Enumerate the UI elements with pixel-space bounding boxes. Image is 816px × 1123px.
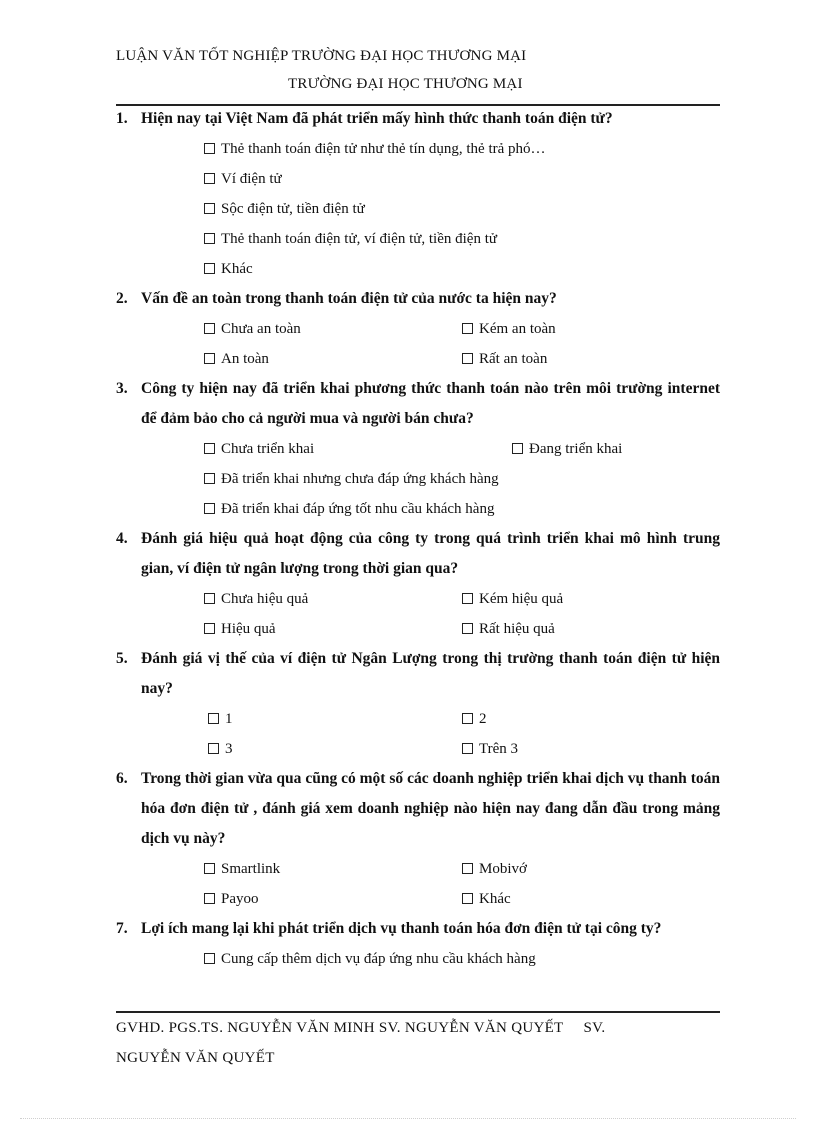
option-label: An toàn xyxy=(221,351,269,367)
option-checkbox[interactable] xyxy=(462,314,556,344)
question-text: Đánh giá hiệu quả hoạt động của công ty trong quá trình triển khai mô hình trung gian, ví điện tử ngân lượng trong thời gian qua? xyxy=(141,530,720,577)
option-label: Kém an toàn xyxy=(479,321,556,337)
option-checkbox[interactable] xyxy=(204,134,546,164)
header-line-1: LUẬN VĂN TỐT NGHIỆP TRƯỜNG ĐẠI HỌC THƯƠNG MẠI xyxy=(116,48,527,64)
option-label: Rất an toàn xyxy=(479,351,548,367)
page-edge-divider xyxy=(20,1118,796,1119)
checkbox-icon[interactable] xyxy=(204,593,215,604)
option-label: Khác xyxy=(221,261,253,277)
option-label: Chưa triển khai xyxy=(221,441,315,457)
option-label: Chưa an toàn xyxy=(221,321,301,337)
checkbox-icon[interactable] xyxy=(204,323,215,334)
checkbox-icon[interactable] xyxy=(204,353,215,364)
option-label: Đang triển khai xyxy=(529,441,623,457)
option-checkbox[interactable] xyxy=(462,704,487,734)
option-checkbox[interactable] xyxy=(204,314,301,344)
checkbox-icon[interactable] xyxy=(204,443,215,454)
checkbox-icon[interactable] xyxy=(204,143,215,154)
option-checkbox[interactable] xyxy=(204,464,499,494)
option-checkbox[interactable] xyxy=(204,344,269,374)
question-number: 3. xyxy=(116,380,128,397)
question-2 xyxy=(116,284,720,314)
question-text: Lợi ích mang lại khi phát triển dịch vụ thanh toán hóa đơn điện tử tại công ty? xyxy=(141,920,662,937)
checkbox-icon[interactable] xyxy=(204,863,215,874)
option-checkbox[interactable] xyxy=(204,614,276,644)
question-number: 4. xyxy=(116,530,128,547)
option-checkbox[interactable] xyxy=(204,854,280,884)
option-checkbox[interactable] xyxy=(204,224,497,254)
option-checkbox[interactable] xyxy=(204,254,253,284)
checkbox-icon[interactable] xyxy=(204,893,215,904)
questionnaire xyxy=(116,104,720,974)
option-label: Đã triển khai đáp ứng tốt nhu cầu khách hàng xyxy=(221,501,495,517)
question-number: 2. xyxy=(116,290,128,307)
option-checkbox[interactable] xyxy=(204,584,308,614)
checkbox-icon[interactable] xyxy=(204,473,215,484)
checkbox-icon[interactable] xyxy=(512,443,523,454)
question-number: 1. xyxy=(116,110,128,127)
checkbox-icon[interactable] xyxy=(462,353,473,364)
checkbox-icon[interactable] xyxy=(204,203,215,214)
option-checkbox[interactable] xyxy=(204,434,314,464)
option-checkbox[interactable] xyxy=(204,194,365,224)
checkbox-icon[interactable] xyxy=(204,233,215,244)
footer xyxy=(116,1013,720,1073)
option-checkbox[interactable] xyxy=(462,344,547,374)
option-label: Smartlink xyxy=(221,861,281,877)
checkbox-icon[interactable] xyxy=(462,323,473,334)
question-7 xyxy=(116,914,720,944)
checkbox-icon[interactable] xyxy=(204,263,215,274)
checkbox-icon[interactable] xyxy=(462,863,473,874)
question-number: 7. xyxy=(116,920,128,937)
option-checkbox[interactable] xyxy=(462,734,518,764)
option-label: Đã triển khai nhưng chưa đáp ứng khách hàng xyxy=(221,471,499,487)
question-6 xyxy=(116,764,720,854)
question-text: Trong thời gian vừa qua cũng có một số các doanh nghiệp triển khai dịch vụ thanh toán hóa đơn điện tử , đánh giá xem doanh nghiệp nào hiện nay đang dẫn đầu trong mảng dịch vụ này? xyxy=(141,770,720,847)
question-number: 5. xyxy=(116,650,128,667)
footer-line-1: GVHD. PGS.TS. NGUYỄN VĂN MINH SV. NGUYỄN VĂN QUYẾT SV. xyxy=(116,1020,606,1036)
question-number: 6. xyxy=(116,770,128,787)
option-checkbox[interactable] xyxy=(204,164,282,194)
question-text: Vấn đề an toàn trong thanh toán điện tử của nước ta hiện nay? xyxy=(141,290,557,307)
checkbox-icon[interactable] xyxy=(204,953,215,964)
option-label: 2 xyxy=(479,711,487,727)
option-checkbox[interactable] xyxy=(462,584,563,614)
question-text: Công ty hiện nay đã triển khai phương thức thanh toán nào trên môi trường internet để đảm bảo cho cả người mua và người bán chưa? xyxy=(141,380,720,427)
header-line-2: TRƯỜNG ĐẠI HỌC THƯƠNG MẠI xyxy=(288,76,523,92)
question-4 xyxy=(116,524,720,584)
checkbox-icon[interactable] xyxy=(204,503,215,514)
checkbox-icon[interactable] xyxy=(462,713,473,724)
option-label: Rất hiệu quả xyxy=(479,621,555,637)
checkbox-icon[interactable] xyxy=(462,893,473,904)
checkbox-icon[interactable] xyxy=(208,743,219,754)
option-checkbox[interactable] xyxy=(462,614,555,644)
footer-line-2: NGUYỄN VĂN QUYẾT xyxy=(116,1050,275,1066)
option-checkbox[interactable] xyxy=(208,704,233,734)
option-checkbox[interactable] xyxy=(204,944,536,974)
option-checkbox[interactable] xyxy=(462,884,511,914)
option-checkbox[interactable] xyxy=(512,434,622,464)
checkbox-icon[interactable] xyxy=(462,623,473,634)
question-1 xyxy=(116,104,720,134)
option-label: 3 xyxy=(225,741,233,757)
question-text: Đánh giá vị thế của ví điện tử Ngân Lượng trong thị trường thanh toán điện tử hiện nay? xyxy=(141,650,720,697)
option-label: Kém hiệu quả xyxy=(479,591,564,607)
checkbox-icon[interactable] xyxy=(208,713,219,724)
question-3 xyxy=(116,374,720,434)
checkbox-icon[interactable] xyxy=(462,593,473,604)
option-label: Payoo xyxy=(221,891,259,907)
checkbox-icon[interactable] xyxy=(462,743,473,754)
option-label: Ví điện tử xyxy=(221,171,282,187)
checkbox-icon[interactable] xyxy=(204,173,215,184)
option-label: Hiệu quả xyxy=(221,621,276,637)
option-checkbox[interactable] xyxy=(204,884,259,914)
option-label: Mobivớ xyxy=(479,861,527,877)
option-label: 1 xyxy=(225,711,233,727)
option-label: Thẻ thanh toán điện tử như thẻ tín dụng, thẻ trả phó… xyxy=(221,141,546,157)
option-label: Chưa hiệu quả xyxy=(221,591,309,607)
question-5 xyxy=(116,644,720,704)
option-label: Sộc điện tử, tiền điện tử xyxy=(221,201,365,217)
option-label: Trên 3 xyxy=(479,741,519,757)
option-checkbox[interactable] xyxy=(208,734,233,764)
option-checkbox[interactable] xyxy=(462,854,527,884)
checkbox-icon[interactable] xyxy=(204,623,215,634)
option-label: Thẻ thanh toán điện tử, ví điện tử, tiền điện tử xyxy=(221,231,497,247)
question-text: Hiện nay tại Việt Nam đã phát triển mấy hình thức thanh toán điện tử? xyxy=(141,110,613,127)
option-label: Khác xyxy=(479,891,511,907)
option-label: Cung cấp thêm dịch vụ đáp ứng nhu cầu khách hàng xyxy=(221,951,536,967)
option-checkbox[interactable] xyxy=(204,494,494,524)
